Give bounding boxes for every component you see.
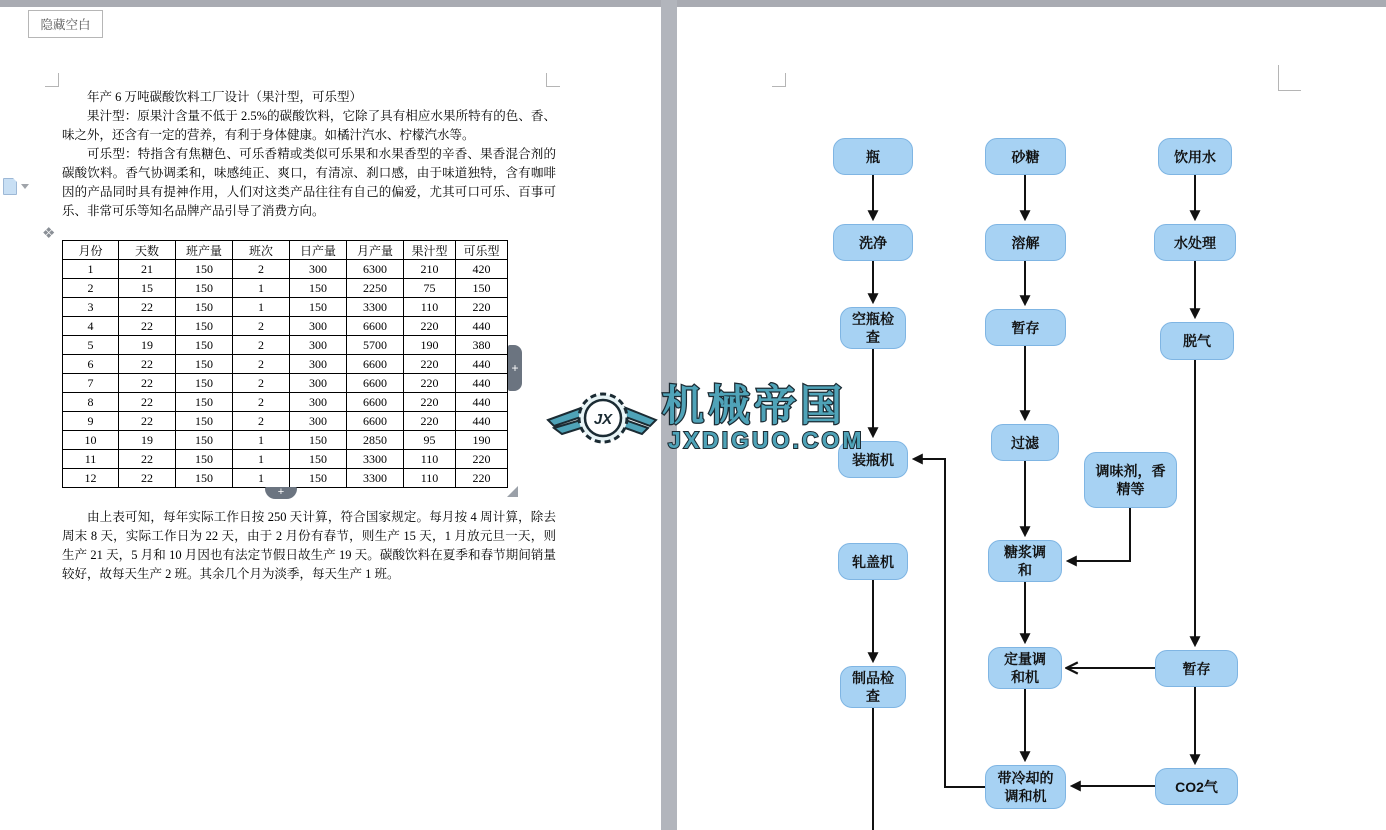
table-header-cell: 可乐型 (456, 241, 508, 260)
flow-node-wash: 洗净 (833, 224, 913, 261)
table-cell: 150 (176, 450, 233, 469)
table-header-cell: 月产量 (347, 241, 404, 260)
table-cell: 300 (290, 355, 347, 374)
table-cell: 8 (63, 393, 119, 412)
doc-title: 年产 6 万吨碳酸饮料工厂设计（果汁型，可乐型） (87, 90, 363, 104)
table-cell: 150 (176, 469, 233, 488)
table-cell: 300 (290, 260, 347, 279)
table-cell: 110 (404, 450, 456, 469)
table-cell: 6300 (347, 260, 404, 279)
table-row (63, 355, 508, 374)
table-cell: 220 (404, 393, 456, 412)
table-cell: 300 (290, 317, 347, 336)
table-cell: 220 (404, 412, 456, 431)
table-cell: 150 (176, 412, 233, 431)
table-cell: 3300 (347, 298, 404, 317)
table-cell: 5 (63, 336, 119, 355)
table-cell: 10 (63, 431, 119, 450)
production-table (62, 240, 508, 488)
table-cell: 220 (456, 469, 508, 488)
table-cell: 22 (119, 298, 176, 317)
table-cell: 11 (63, 450, 119, 469)
table-cell: 150 (290, 279, 347, 298)
flow-node-syrup-blending: 糖浆调和 (988, 540, 1062, 582)
table-cell: 22 (119, 355, 176, 374)
table-cell: 7 (63, 374, 119, 393)
table-cell: 2250 (347, 279, 404, 298)
table-cell: 9 (63, 412, 119, 431)
flow-node-bottling-machine: 装瓶机 (838, 441, 908, 478)
table-cell: 6600 (347, 412, 404, 431)
table-cell: 6600 (347, 374, 404, 393)
table-cell: 150 (176, 355, 233, 374)
table-cell: 220 (404, 374, 456, 393)
table-cell: 110 (404, 469, 456, 488)
table-cell: 4 (63, 317, 119, 336)
gear-icon (579, 394, 627, 442)
table-cell: 210 (404, 260, 456, 279)
table-cell: 22 (119, 450, 176, 469)
table-cell: 2 (233, 393, 290, 412)
table-cell: 150 (176, 317, 233, 336)
table-cell: 220 (404, 355, 456, 374)
table-resize-handle[interactable] (507, 486, 518, 497)
table-header-cell: 班次 (233, 241, 290, 260)
page2-corner-mark-left (772, 73, 786, 87)
table-row (63, 260, 508, 279)
table-cell: 150 (176, 279, 233, 298)
table-cell: 220 (456, 450, 508, 469)
flow-node-sugar: 砂糖 (985, 138, 1066, 175)
table-cell: 1 (233, 279, 290, 298)
table-row (63, 336, 508, 355)
table-cell: 3300 (347, 450, 404, 469)
table-cell: 12 (63, 469, 119, 488)
table-cell: 19 (119, 336, 176, 355)
table-header-row (63, 241, 508, 260)
table-cell: 300 (290, 374, 347, 393)
flow-node-empty-bottle-inspection: 空瓶检查 (840, 307, 906, 349)
table-cell: 150 (290, 298, 347, 317)
table-cell: 2850 (347, 431, 404, 450)
watermark-brand-text: 机械帝国 (662, 382, 847, 429)
table-cell: 150 (456, 279, 508, 298)
flow-node-product-inspection: 制品检查 (840, 666, 906, 708)
chevron-down-icon (21, 184, 29, 189)
flow-node-bottle: 瓶 (833, 138, 913, 175)
table-row (63, 431, 508, 450)
table-cell: 440 (456, 374, 508, 393)
table-cell: 2 (63, 279, 119, 298)
table-cell: 150 (290, 431, 347, 450)
table-cell: 75 (404, 279, 456, 298)
table-cell: 220 (404, 317, 456, 336)
table-add-row-button[interactable]: + (265, 487, 297, 499)
table-row (63, 374, 508, 393)
flow-node-buffer-store-2: 暂存 (1155, 650, 1238, 687)
flow-node-capping-machine: 轧盖机 (838, 543, 908, 580)
flow-node-flavoring-agents: 调味剂，香精等 (1084, 452, 1177, 508)
table-cell: 440 (456, 317, 508, 336)
table-cell: 21 (119, 260, 176, 279)
flow-node-buffer-store-1: 暂存 (985, 309, 1066, 346)
table-cell: 22 (119, 393, 176, 412)
table-header-cell: 班产量 (176, 241, 233, 260)
page-icon (3, 178, 17, 195)
table-cell: 150 (176, 336, 233, 355)
table-cell: 150 (290, 450, 347, 469)
table-cell: 150 (290, 469, 347, 488)
table-cell: 440 (456, 393, 508, 412)
watermark-emblem-text: JX (593, 411, 613, 428)
paragraph-cola-type: 可乐型：特指含有焦糖色、可乐香精或类似可乐果和水果香型的辛香、果香混合剂的碳酸饮料。香气协调柔和，味感纯正、爽口，有清凉、刹口感，由于味道独特，含有咖啡因的产品同时具有提神作用，人们对这类产品往往有自己的偏爱，尤其可口可乐、百事可乐、非常可乐等知名品牌产品引导了消费方向。 (62, 147, 556, 218)
table-cell: 6 (63, 355, 119, 374)
watermark-site-text: JXDIGUO.COM (668, 427, 865, 453)
table-cell: 2 (233, 260, 290, 279)
table-cell: 5700 (347, 336, 404, 355)
hide-whitespace-button[interactable]: 隐藏空白 (28, 10, 103, 38)
table-cell: 1 (63, 260, 119, 279)
flow-node-co2-gas: CO2气 (1155, 768, 1238, 805)
table-cell: 2 (233, 374, 290, 393)
table-cell: 150 (176, 431, 233, 450)
paragraph-juice-type: 果汁型：原果汁含量不低于 2.5%的碳酸饮料，它除了具有相应水果所特有的色、香、味之外，还含有一定的营养，有利于身体健康。如橘汁汽水、柠檬汽水等。 (62, 109, 556, 142)
flow-node-cooled-blender: 带冷却的调和机 (985, 765, 1066, 809)
table-cell: 3 (63, 298, 119, 317)
top-bar (0, 0, 1386, 7)
table-cell: 1 (233, 298, 290, 317)
table-cell: 300 (290, 336, 347, 355)
table-cell: 300 (290, 393, 347, 412)
table-row (63, 317, 508, 336)
table-cell: 150 (176, 298, 233, 317)
table-header-cell: 天数 (119, 241, 176, 260)
margin-page-menu[interactable] (3, 178, 33, 196)
document-body (62, 88, 556, 221)
table-cell: 6600 (347, 317, 404, 336)
table-cell: 22 (119, 412, 176, 431)
table-row (63, 450, 508, 469)
table-cell: 150 (176, 374, 233, 393)
flow-node-filter: 过滤 (991, 424, 1059, 461)
table-row (63, 393, 508, 412)
table-cell: 2 (233, 317, 290, 336)
page1-corner-mark-left (45, 73, 59, 87)
table-cell: 440 (456, 412, 508, 431)
flow-node-drinking-water: 饮用水 (1158, 138, 1232, 175)
table-cell: 1 (233, 431, 290, 450)
table-cell: 3300 (347, 469, 404, 488)
table-row (63, 469, 508, 488)
flow-node-water-treatment: 水处理 (1154, 224, 1236, 261)
table-cell: 15 (119, 279, 176, 298)
table-cell: 150 (176, 393, 233, 412)
table-add-column-button[interactable]: + (508, 345, 522, 391)
table-cell: 220 (456, 298, 508, 317)
table-cell: 440 (456, 355, 508, 374)
table-header-cell: 果汁型 (404, 241, 456, 260)
table-cell: 1 (233, 469, 290, 488)
table-move-handle[interactable]: ❖ (42, 224, 56, 242)
table-cell: 190 (456, 431, 508, 450)
table-cell: 6600 (347, 355, 404, 374)
table-cell: 2 (233, 355, 290, 374)
table-header-cell: 日产量 (290, 241, 347, 260)
table-row (63, 279, 508, 298)
table-cell: 22 (119, 469, 176, 488)
table-cell: 1 (233, 450, 290, 469)
table-cell: 190 (404, 336, 456, 355)
table-cell: 380 (456, 336, 508, 355)
table-cell: 110 (404, 298, 456, 317)
table-cell: 420 (456, 260, 508, 279)
paragraph-schedule-summary: 由上表可知，每年实际工作日按 250 天计算，符合国家规定。每月按 4 周计算，除去周末 8 天，实际工作日为 22 天，由于 2 月份有春节，则生产 15 天，1 月放元旦一天，则生产 21 天，5 月和 10 月因也有法定节假日故生产 19 天。碳酸饮料在夏季和春节期间销量较好，故每天生产 2 班。其余几个月为淡季，每天生产 1 班。 (62, 510, 556, 581)
page2-corner-mark-right (1278, 65, 1301, 91)
table-cell: 22 (119, 374, 176, 393)
table-cell: 22 (119, 317, 176, 336)
flow-node-metering-blender: 定量调和机 (988, 647, 1062, 689)
table-row (63, 412, 508, 431)
page1-corner-mark-right (546, 73, 560, 87)
table-cell: 2 (233, 412, 290, 431)
table-cell: 2 (233, 336, 290, 355)
flow-node-dissolve: 溶解 (985, 224, 1066, 261)
table-cell: 19 (119, 431, 176, 450)
watermark-logo (540, 376, 880, 462)
table-header-cell: 月份 (63, 241, 119, 260)
table-cell: 300 (290, 412, 347, 431)
table-cell: 6600 (347, 393, 404, 412)
table-cell: 95 (404, 431, 456, 450)
table-row (63, 298, 508, 317)
table-cell: 150 (176, 260, 233, 279)
flow-node-degas: 脱气 (1160, 322, 1234, 360)
